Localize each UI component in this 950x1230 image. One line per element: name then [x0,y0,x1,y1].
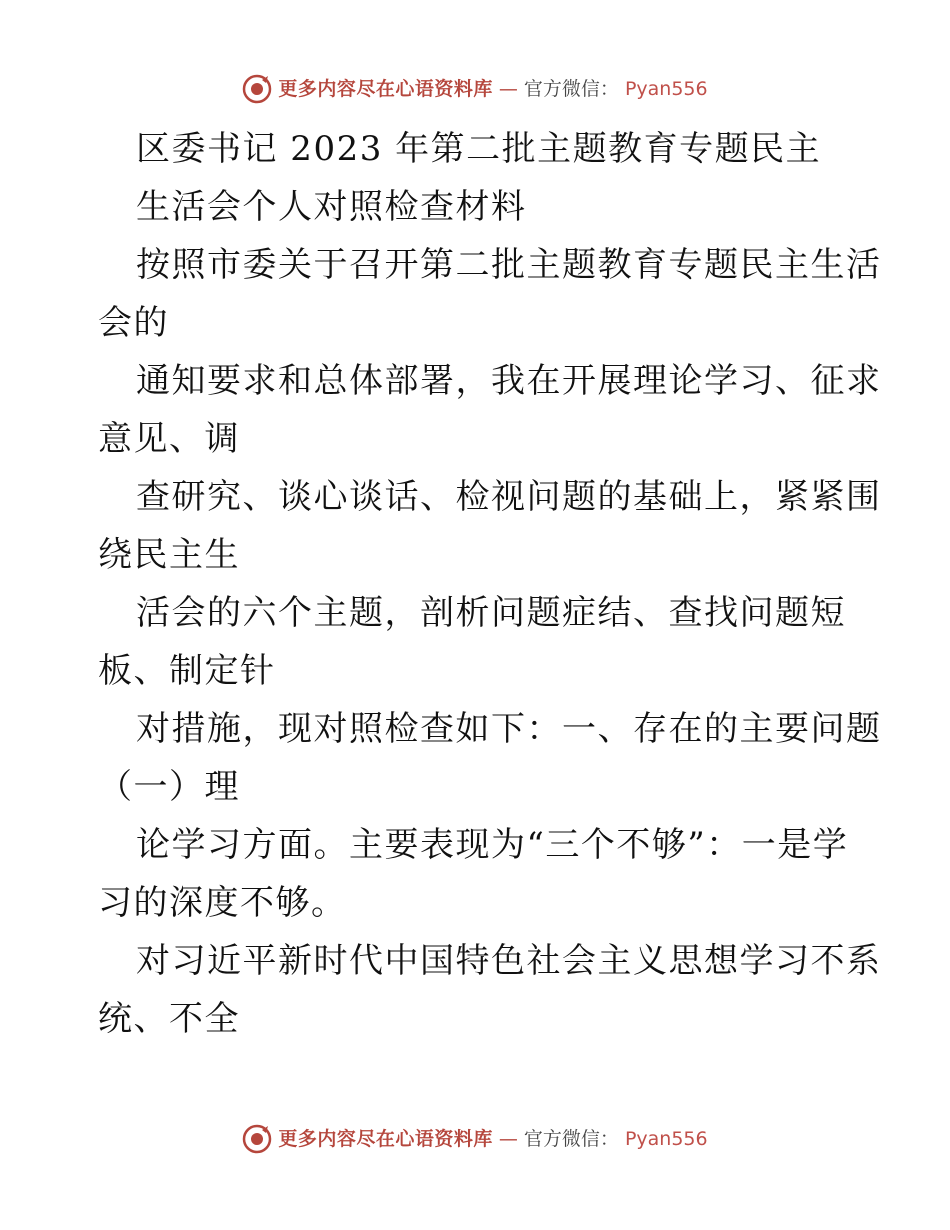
watermark-dash: — [498,1128,518,1150]
text-line: 论学习方面。主要表现为“三个不够”：一是学 [136,825,849,865]
footer-watermark [0,1124,950,1154]
text-line: 查研究、谈心谈话、检视问题的基础上，紧紧围 [136,477,882,517]
text-line: 意见、调 [98,419,240,459]
header-watermark [0,74,950,104]
text-line: 统、不全 [98,999,240,1039]
text-line: 绕民主生 [98,535,240,575]
watermark-label: 官方微信： [523,78,619,100]
watermark-label: 官方微信： [523,1128,619,1150]
text-line: 板、制定针 [98,651,276,691]
text-line: 生活会个人对照检查材料 [136,187,527,227]
text-line: （一）理 [98,767,240,807]
text-line: 习的深度不够。 [98,883,347,923]
watermark-wechat-id: Pyan556 [624,1128,708,1150]
document-body [98,120,882,1048]
text-line: 对习近平新时代中国特色社会主义思想学习不系 [136,941,882,981]
text-line: 按照市委关于召开第二批主题教育专题民主生活 [136,245,882,285]
text-line: 通知要求和总体部署，我在开展理论学习、征求 [136,361,882,401]
text-line: 区委书记 2023 年第二批主题教育专题民主 [136,129,822,169]
text-line: 活会的六个主题，剖析问题症结、查找问题短 [136,593,846,633]
watermark-wechat-id: Pyan556 [624,78,708,100]
watermark-brand: 更多内容尽在心语资料库 [278,1128,493,1150]
text-line: 会的 [98,303,169,343]
text-line: 对措施，现对照检查如下：一、存在的主要问题 [136,709,882,749]
watermark-brand: 更多内容尽在心语资料库 [278,78,493,100]
brand-logo-icon [242,74,272,104]
watermark-dash: — [498,78,518,100]
brand-logo-icon [242,1124,272,1154]
